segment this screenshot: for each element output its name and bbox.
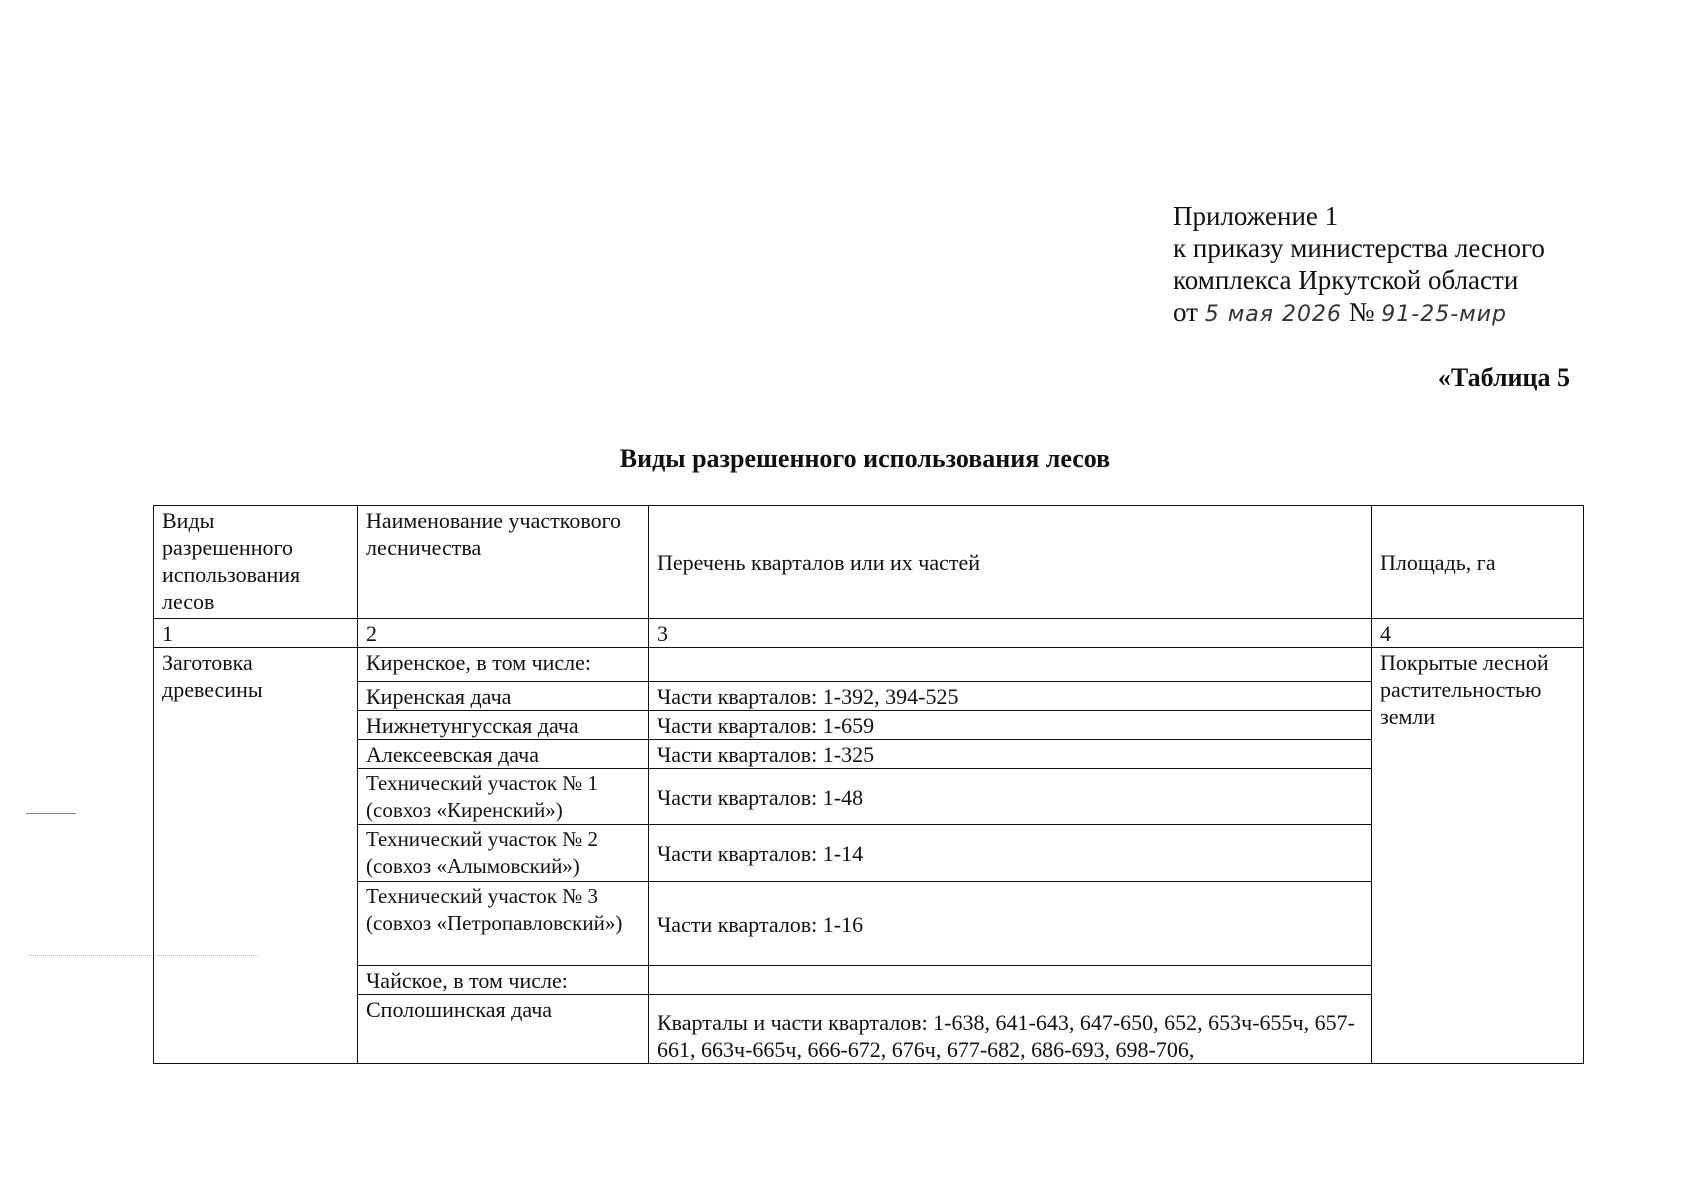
column-number: 3 (649, 619, 1372, 648)
column-number: 4 (1372, 619, 1584, 648)
area-cell: Покрытые лесной растительностью земли (1372, 648, 1584, 1064)
quarters-cell: Части кварталов: 1-48 (649, 769, 1372, 825)
margin-mark (26, 813, 76, 814)
handwritten-number: 91-25-мир (1381, 302, 1507, 327)
quarters-cell: Кварталы и части кварталов: 1-638, 641-643, 647-650, 652, 653ч-655ч, 657-661, 663ч-665ч, 666-672, 676ч, 677-682, 686-693, 698-706, (649, 995, 1372, 1064)
table-header-row (154, 506, 1584, 619)
table-number-label: «Таблица 5 (1437, 363, 1570, 392)
header-area: Площадь, га (1372, 506, 1584, 619)
header-quarters: Перечень кварталов или их частей (649, 506, 1372, 619)
forestry-cell: Чайское, в том числе: (358, 966, 649, 995)
forestry-cell: Сполошинская дача (358, 995, 649, 1064)
quarters-cell: Части кварталов: 1-16 (649, 882, 1372, 966)
quarters-cell: Части кварталов: 1-325 (649, 740, 1372, 769)
table-row (154, 769, 1584, 825)
table-row (154, 966, 1584, 995)
from-label: от (1173, 297, 1198, 327)
column-number: 2 (358, 619, 649, 648)
forestry-cell: Технический участок № 3 (совхоз «Петропавловский») (358, 882, 649, 966)
number-label: № (1348, 297, 1375, 327)
appendix-line-2: к приказу министерства лесного (1173, 233, 1545, 263)
quarters-cell (649, 966, 1372, 995)
forest-use-table (153, 505, 1584, 1064)
table-row (154, 740, 1584, 769)
quarters-cell: Части кварталов: 1-392, 394-525 (649, 682, 1372, 711)
table-row (154, 648, 1584, 682)
forestry-cell: Киренская дача (358, 682, 649, 711)
column-number-row (154, 619, 1584, 648)
quarters-cell: Части кварталов: 1-659 (649, 711, 1372, 740)
forestry-cell: Киренское, в том числе: (358, 648, 649, 682)
table-row (154, 995, 1584, 1064)
table-row (154, 882, 1584, 966)
forestry-cell: Технический участок № 2 (совхоз «Алымовский») (358, 825, 649, 882)
table-row (154, 711, 1584, 740)
header-use-type: Виды разрешенного использования лесов (154, 506, 358, 619)
appendix-line-1: Приложение 1 (1173, 201, 1339, 231)
document-title: Виды разрешенного использования лесов (619, 444, 1111, 473)
table-row (154, 825, 1584, 882)
column-number: 1 (154, 619, 358, 648)
table-row (154, 682, 1584, 711)
quarters-cell: Части кварталов: 1-14 (649, 825, 1372, 882)
appendix-line-3: комплекса Иркутской области (1173, 265, 1519, 295)
appendix-block (1173, 200, 1545, 331)
forestry-cell: Нижнетунгусская дача (358, 711, 649, 740)
handwritten-date: 5 мая 2026 (1204, 302, 1342, 327)
appendix-date-line (1173, 296, 1545, 331)
quarters-cell (649, 648, 1372, 682)
header-forestry: Наименование участкового лесничества (358, 506, 649, 619)
use-type-cell: Заготовка древесины (154, 648, 358, 1064)
forestry-cell: Алексеевская дача (358, 740, 649, 769)
forestry-cell: Технический участок № 1 (совхоз «Киренский») (358, 769, 649, 825)
